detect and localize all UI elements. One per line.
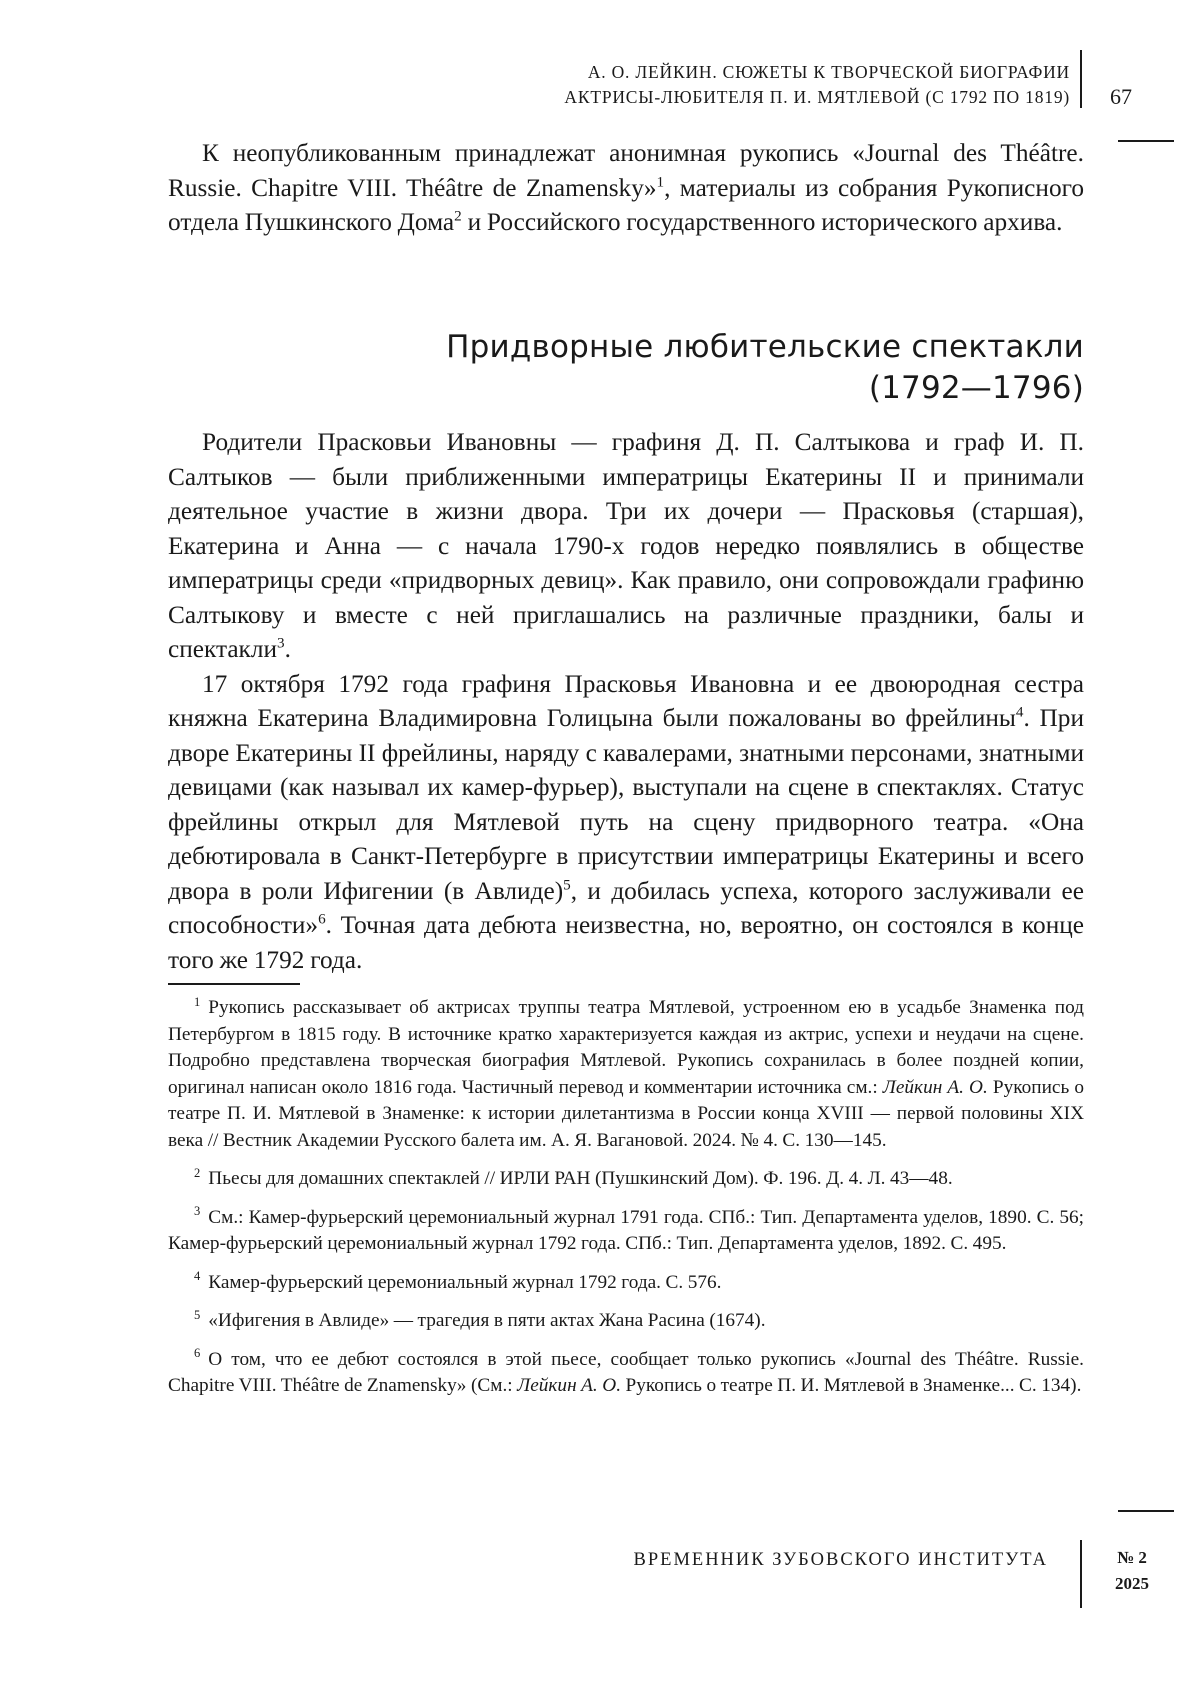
footnote-author: Лейкин А. О. — [517, 1375, 622, 1396]
paragraph-2-text-b: . При дворе Екатерины II фрейлины, наряду с кавалерами, знатными персонами, знатными девицами (как называл их камер-фурьер), выступали на сцене в спектаклях. Статус фрейлины открыл для Мятлевой путь на сцену придворного театра. «Она дебютировала в Санкт-Петербурге в присутствии императрицы Екатерины и всего двора в роли Ифигении (в Авлиде) — [168, 704, 1084, 905]
footnote-3 — [168, 1205, 1084, 1258]
issue-year: 2025 — [1115, 1574, 1149, 1593]
footnote-4 — [168, 1270, 1084, 1297]
intro-text-3: и Российского государственного исторического архива. — [461, 208, 1063, 236]
footnote-6 — [168, 1347, 1084, 1400]
running-head-line-2: АКТРИСЫ-ЛЮБИТЕЛЯ П. И. МЯТЛЕВОЙ (С 1792 ПО 1819) — [564, 87, 1070, 107]
footer-vertical-rule — [1080, 1540, 1082, 1608]
paragraph-1 — [168, 425, 1084, 667]
footnote-ref-1: 1 — [656, 173, 665, 191]
journal-name: ВРЕМЕННИК ЗУБОВСКОГО ИНСТИТУТА — [633, 1550, 1048, 1570]
section-title-line-1: Придворные любительские спектакли — [446, 329, 1084, 365]
paragraph-2 — [168, 667, 1084, 978]
footnote-ref-4: 4 — [1015, 703, 1024, 721]
intro-block — [168, 136, 1084, 240]
paragraph-2-text-d: . Точная дата дебюта неизвестна, но, вероятно, он состоялся в конце того же 1792 года. — [168, 911, 1084, 974]
footnote-text: Рукопись о театре П. И. Мятлевой в Знаменке... С. 134). — [621, 1375, 1082, 1396]
footnote-number: 3 — [194, 1204, 201, 1219]
footnote-ref-6: 6 — [318, 910, 326, 928]
footer-horizontal-rule — [1118, 1510, 1174, 1512]
footnote-number: 4 — [194, 1269, 201, 1284]
issue-number: № 2 — [1117, 1548, 1147, 1567]
intro-text-2: , материалы из собрания Рукописного отдела Пушкинского Дома — [168, 173, 1084, 236]
page-number: 67 — [1110, 84, 1132, 109]
footnote-text: См.: Камер-фурьерский церемониальный журнал 1791 года. СПб.: Тип. Департамента уделов, 1890. С. 56; Камер-фурьерский церемониальный журнал 1792 года. СПб.: Тип. Департамента уделов, 1892. С. 495. — [168, 1206, 1084, 1254]
footnote-1 — [168, 995, 1084, 1154]
footnote-author: Лейкин А. О. — [882, 1076, 988, 1098]
paragraph-1-text: Родители Прасковьи Ивановны — графиня Д. П. Салтыкова и граф И. П. Салтыков — были приближенными императрицы Екатерины II и принимали деятельное участие в жизни двора. Три их дочери — Прасковья (старшая), Екатерина и Анна — с начала 1790-х годов нередко появлялись в обществе императрицы среди «придворных девиц». Как правило, они сопровождали графиню Салтыкову и вместе с ней приглашались на различные праздники, балы и спектакли — [168, 428, 1084, 663]
footnote-number: 2 — [194, 1165, 201, 1180]
footnote-text: Пьесы для домашних спектаклей // ИРЛИ РАН (Пушкинский Дом). Ф. 196. Д. 4. Л. 43—48. — [208, 1168, 953, 1189]
footnote-text: Рукопись рассказывает об актрисах труппы театра Мятлевой, устроенном ею в усадьбе Знаменка под Петербургом в 1815 году. В источнике кратко характеризуется каждая из актрис, успехи и неудачи на сцене. Подробно представлена творческая биография Мятлевой. Рукопись сохранилась в более поздней копии, оригинал написан около 1816 года. Частичный перевод и комментарии источника см.: — [168, 997, 1084, 1098]
paragraph-1-end: . — [284, 635, 291, 663]
intro-paragraph — [168, 136, 1084, 240]
section-title — [168, 327, 1084, 409]
paragraph-2-text-c: , и добилась успеха, которого заслуживали ее способности» — [168, 876, 1084, 939]
footnote-text: О том, что ее дебют состоялся в этой пьесе, сообщает только рукопись «Journal des Théâtre. Russie. Chapitre VIII. Théâtre de Znamensky» (См.: — [168, 1348, 1084, 1396]
main-text — [168, 425, 1084, 977]
footnote-ref-5: 5 — [563, 876, 571, 894]
footnote-text: Рукопись о театре П. И. Мятлевой в Знаменке: к истории дилетантизма в России конца XVIII — первой половины XIX века // Вестник Академии Русского балета им. А. Я. Вагановой. 2024. № 4. С. 130—145. — [168, 1076, 1084, 1151]
footnote-text: «Ифигения в Авлиде» — трагедия в пяти актах Жана Расина (1674). — [208, 1310, 766, 1331]
issue-info — [1115, 1545, 1149, 1597]
paragraph-2-text-a: 17 октября 1792 года графиня Прасковья Ивановна и ее двоюродная сестра княжна Екатерина Владимировна Голицына были пожалованы во фрейлины — [168, 669, 1084, 732]
running-head — [170, 60, 1070, 110]
section-title-line-2: (1792—1796) — [868, 370, 1084, 406]
footnote-ref-2: 2 — [454, 207, 462, 225]
footnote-number: 6 — [194, 1346, 201, 1361]
running-head-line-1: А. О. ЛЕЙКИН. СЮЖЕТЫ К ТВОРЧЕСКОЙ БИОГРАФИИ — [587, 62, 1070, 82]
footnote-number: 5 — [194, 1307, 201, 1322]
header-horizontal-rule — [1118, 140, 1174, 142]
footnote-2 — [168, 1166, 1084, 1193]
header-vertical-rule — [1080, 50, 1082, 108]
intro-text-1: К неопубликованным принадлежат анонимная рукопись «Journal des Théâtre. Russie. Chapitre VIII. Théâtre de Znamensky» — [168, 139, 1084, 202]
footnote-text: Камер-фурьерский церемониальный журнал 1792 года. С. 576. — [208, 1271, 722, 1293]
footnote-number: 1 — [194, 994, 201, 1009]
footnote-separator — [168, 983, 300, 985]
footnote-5 — [168, 1308, 1084, 1335]
footnote-ref-3: 3 — [277, 634, 285, 652]
footnotes — [168, 995, 1084, 1412]
